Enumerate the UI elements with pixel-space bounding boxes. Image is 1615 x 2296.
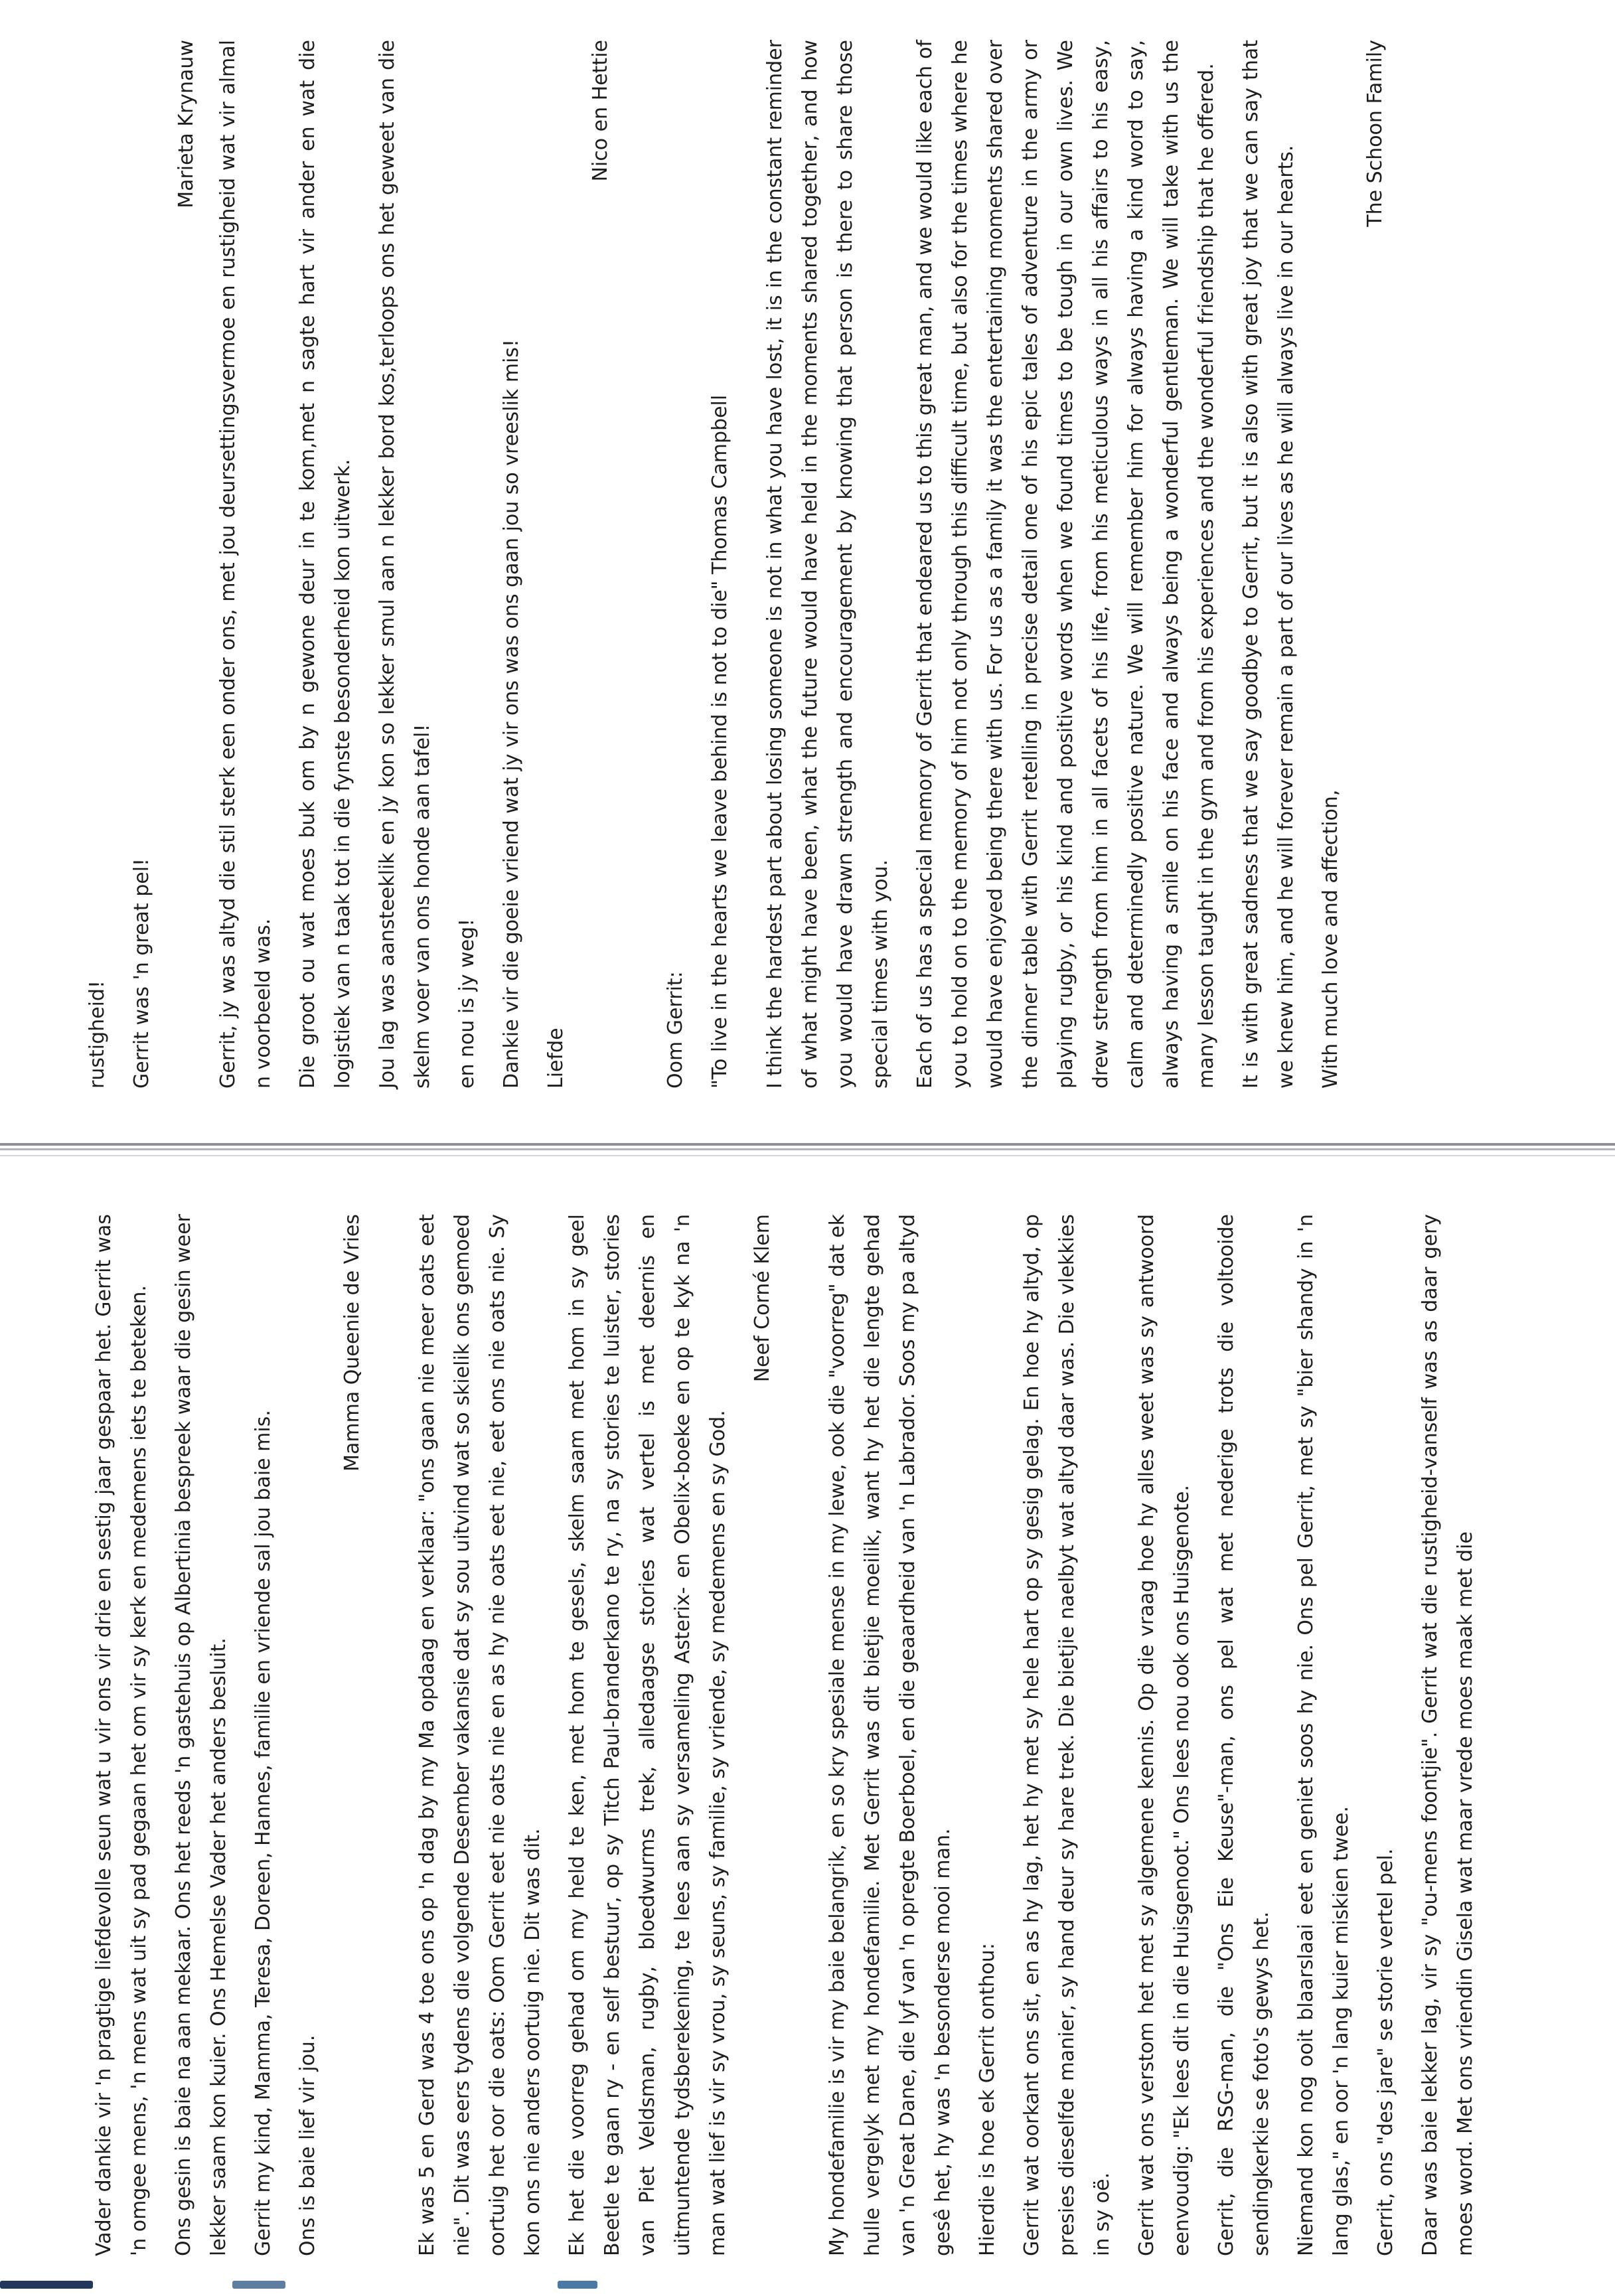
paragraph: My hondefamilie is vir my baie belangrik, en so kry spesiale mense in my lewe, ook die "voorreg" dat ek hulle vergelyk met my hondefamilie. Met Gerrit was dit bietjie moeilik, want hy het die lengte gehad van 'n Great Dane, die lyf van 'n opregte Boerboel, en die geaardheid van 'n Labrador. Soos my pa altyd gesê het, hy was 'n besonderse mooi man. [826,1214,955,2256]
scan-edge-mark [232,2281,285,2289]
bottom-page [0,1175,1615,2296]
paragraph: Gerrit wat oorkant ons sit, en as hy lag, het hy met sy hele hart op sy gesig gelag. En hoe hy altyd, op presies dieselfde manier, sy hand deur sy hare trek. Die bietjie naelbyt wat altyd daar was. Die vlekkies in sy oë. [1020,1214,1114,2256]
paragraph: en nou is jy weg! [455,918,479,1089]
top-page-rotated-content [0,0,1615,1128]
page-fold [0,1128,1615,1175]
paragraph: Ons gesin is baie na aan mekaar. Ons het reeds 'n gastehuis op Albertinia bespreek waar die gesin weer lekker saam kon kuier. Ons Hemelse Vader het anders besluit. [172,1214,230,2256]
paragraph: Gerrit, jy was altyd die stil sterk een onder ons, met jou deursettingsvermoe en rustigheid wat vir almal n voorbeeld was. [216,40,275,1089]
paragraph: Daar was baie lekker lag, vir sy "ou-mens foontjie". Gerrit wat die rustigheid-vanself was as daar gery moes word. Met ons vriendin Gisela wat maar vrede moes maak met die [1419,1214,1477,2256]
top-text-column [80,40,1399,1089]
paragraph: Vader dankie vir 'n pragtige liefdevolle seun wat u vir ons vir drie en sestig jaar gespaar het. Gerrit was 'n omgee mens, 'n mens wat uit sy pad gegaan het om vir sy kerk en medemens iets te beteken. [92,1214,151,2256]
bottom-page-rotated-content [0,1175,1615,2296]
bottom-text-column [86,1214,1492,2256]
paragraph: Die groot ou wat moes buk om by n gewone deur in te kom,met n sagte hart vir ander en wat die logistiek van n taak tot in die fynste besonderheid kon uitwerk. [296,40,354,1089]
paragraph: Gerrit, ons "des jare" se storie vertel pel. [1374,1848,1397,2256]
signature-mamma-queenie: Mamma Queenie de Vries [341,1214,364,1472]
paragraph: rustigheid! [86,980,109,1089]
scan-edge-mark [0,2281,93,2289]
paragraph: Oom Gerrit: [664,971,687,1089]
signature-marieta: Marieta Krynauw [175,40,198,208]
paragraph: Gerrit wat ons verstom het met sy algemene kennis. Op die vraag hoe hy alles weet was sy antwoord eenvoudig: "Ek lees dit in die Huisgenoot." Ons lees nou ook ons Huisgenote. [1135,1214,1193,2256]
fold-line [0,1148,1615,1150]
fold-line [0,1155,1615,1156]
paragraph: Liefde [544,1028,568,1089]
paragraph: With much love and affection, [1319,789,1342,1089]
paragraph: Gerrit was 'n great pel! [130,858,153,1089]
paragraph: It is with great sadness that we say goodbye to Gerrit, but it is also with great joy that we can say that we knew him, and he will forever remain a part of our lives as he will always live in our hearts. [1239,40,1298,1089]
paragraph: Ons is baie lief vir jou. [296,2034,319,2256]
paragraph: Ek het die voorreg gehad om my held te ken, met hom te gesels, skelm saam met hom in sy geel Beetle te gaan ry - en self bestuur, op sy Titch Paul-branderkano te ry, na sy stories te luister, stories van Piet Veldsman, rugby, bloedwurms trek, alledaagse stories wat vertel is met deernis en uitmuntende tydsberekening, te lees aan sy versameling Asterix- en Obelix-boeke en op te kyk na 'n man wat lief is vir sy vrou, sy seuns, sy familie, sy vriende, sy medemens en sy God. [566,1214,730,2256]
paragraph: Jou lag was aansteeklik en jy kon so lekker smul aan n lekker bord kos,terloops ons het geweet van die skelm voer van ons honde aan tafel! [376,40,434,1089]
paragraph: Hierdie is hoe ek Gerrit onthou: [976,1943,999,2256]
paragraph: I think the hardest part about losing someone is not in what you have lost, it is in the constant reminder of what might have been, what the future would have held in the moments shared together, and how you would have drawn strength and encouragement by knowing that person is there to share those special times with you. [763,40,892,1089]
paragraph: Dankie vir die goeie vriend wat jy vir ons was ons gaan jou so vreeslik mis! [500,339,523,1089]
paragraph: Each of us has a special memory of Gerrit that endeared us to this great man, and we would like each of you to hold on to the memory of him not only through this difficult time, but also for the times where he would have enjoyed being there with us. For us as a family it was the entertaining moments shared over the dinner table with Gerrit retelling in precise detail one of his epic tales of adventure in the army or playing rugby, or his kind and positive words when we found times to be tough in our own lives. We drew strength from him in all facets of his life, from his meticulous ways in all his affairs to his easy, calm and determinedly positive nature. We will remember him for always having a kind word to say, always having a smile on his face and always being a wonderful gentleman. We will take with us the many lesson taught in the gym and from his experiences and the wonderful friendship that he offered. [913,40,1218,1089]
paragraph: Ek was 5 en Gerd was 4 toe ons op 'n dag by my Ma opdaag en verklaar: "ons gaan nie meer oats eet nie". Dit was eers tydens die volgende Desember vakansie dat sy sou uitvind wat so skielik ons gemoed oortuig het oor die oats: Oom Gerrit eet nie oats nie en as hy nie oats eet nie, eet ons nie oats nie. Sy kon ons nie anders oortuig nie. Dit was dit. [416,1214,544,2256]
signature-schoon-family: The Schoon Family [1363,40,1387,227]
paragraph: Gerrit, die RSG-man, die "Ons Eie Keuse"-man, ons pel wat met nederige trots die voltooide sendingkerkie se foto's gewys het. [1215,1214,1273,2256]
paragraph: Gerrit my kind, Mamma, Teresa, Doreen, Hannes, familie en vriende sal jou baie mis. [252,1410,275,2256]
fold-line [0,1143,1615,1146]
signature-neef-corne: Neef Corné Klem [751,1214,774,1383]
paragraph: Niemand kon nog ooit blaarslaai eet en geniet soos hy nie. Ons pel Gerrit, met sy "bier shandy in 'n lang glas," en oor 'n lang kuier miskien twee. [1294,1214,1353,2256]
quote: "To live in the hearts we leave behind is not to die" Thomas Campbell [708,394,731,1089]
scan-edge-mark [558,2281,597,2289]
signature-nico-hettie: Nico en Hettie [589,40,612,182]
top-page [0,0,1615,1128]
